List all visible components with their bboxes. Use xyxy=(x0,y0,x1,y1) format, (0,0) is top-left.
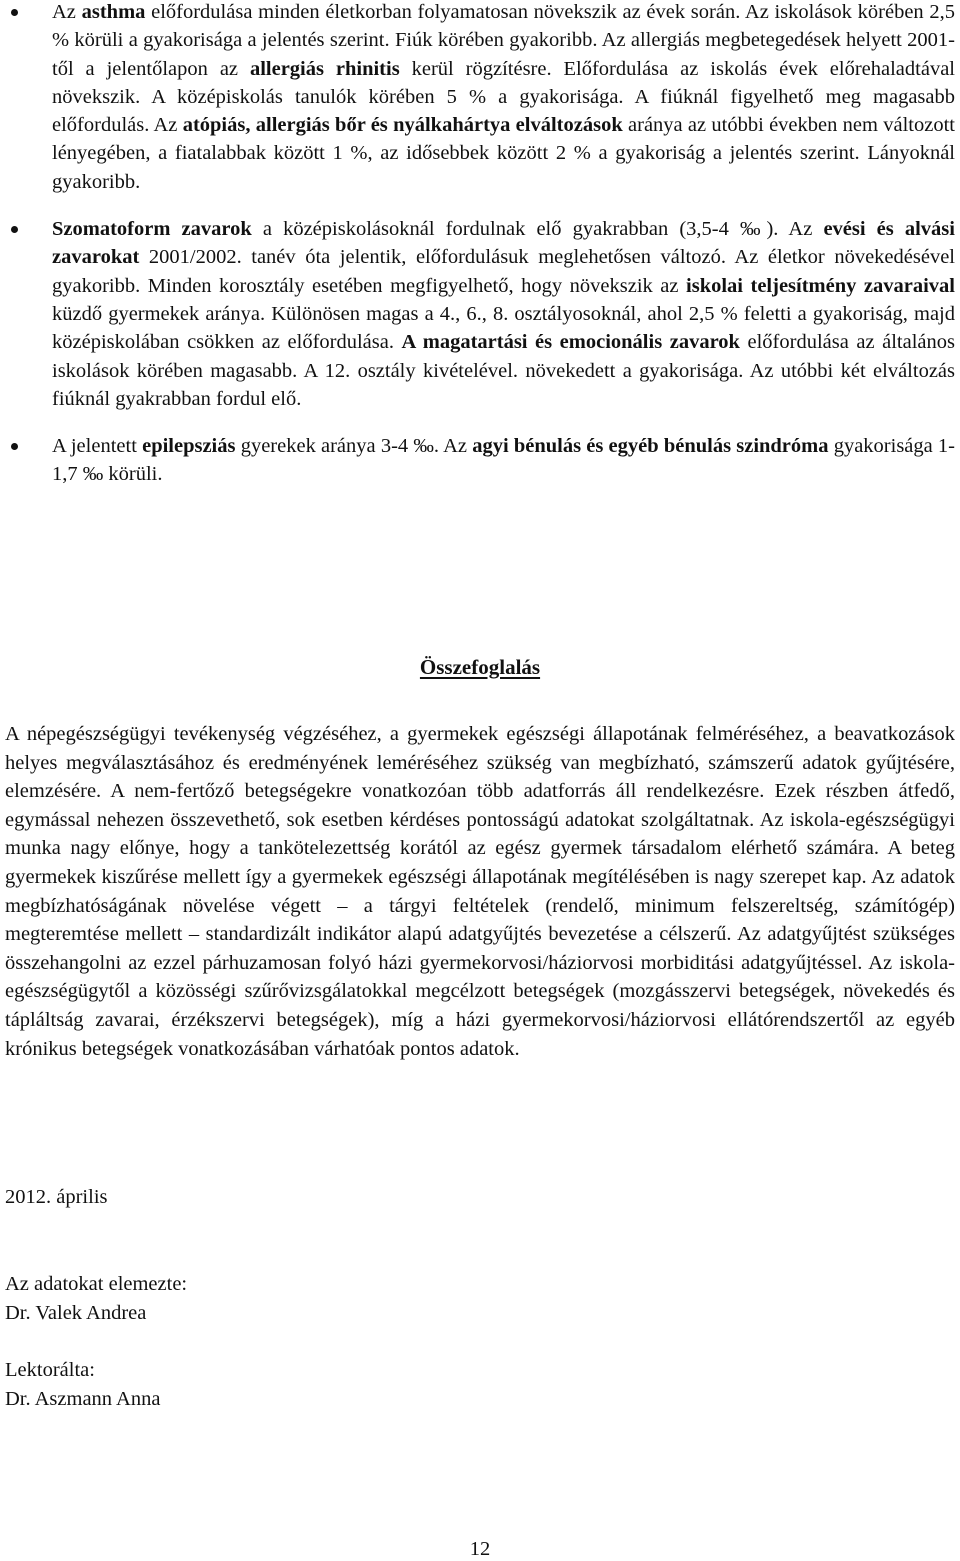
bold-term: atópiás, allergiás bőr és nyálkahártya elváltozások xyxy=(182,114,623,137)
bold-term: epilepsziás xyxy=(142,435,236,458)
list-item-epilepsy xyxy=(0,432,960,489)
text: küzdő gyermekek aránya. Különösen magas a 4., 6., 8. osztályosoknál, ahol 2,5 % feletti a gyakoriság, majd középiskolában csökken az előfordulása. xyxy=(52,302,955,354)
text: A jelentett xyxy=(52,435,143,458)
bold-term: asthma xyxy=(81,1,146,23)
reviewed-by-label: Lektorálta: xyxy=(5,1359,95,1381)
bold-term: allergiás rhinitis xyxy=(249,57,400,80)
text: aránya az utóbbi években nem változott lényegében, a fiatalabbak között 1 %, az idősebbek között 2 % a gyakoriság a jelentés szerint. Lányoknál gyakoribb. xyxy=(52,114,955,193)
bullet-list xyxy=(0,0,960,489)
bold-term: evési és alvási zavarokat xyxy=(52,218,955,269)
text: előfordulása minden életkorban folyamatosan növekszik az évek során. Az iskolások körében 2,5 % körüli a gyakorisága a jelentés szerint. Fiúk körében gyakoribb. Az allergiás megbetegedések helyett 2001-től a jelentőlapon az xyxy=(52,1,955,80)
analyzed-by-label: Az adatokat elemezte: xyxy=(5,1273,188,1295)
bullet-icon xyxy=(11,226,18,233)
bold-term: Szomatoform zavarok xyxy=(52,218,252,241)
bold-term: A magatartási és emocionális zavarok xyxy=(401,331,740,354)
text: 2001/2002. tanév óta jelentik, előfordulásuk meglehetősen változó. Az életkor növekedésével gyakoribb. Minden korosztály esetében megfigyelhető, hogy növekszik az xyxy=(52,246,955,297)
text: Az xyxy=(52,1,82,23)
text: a középiskolásoknál fordulnak elő gyakrabban (3,5-4 ‰). Az xyxy=(251,218,824,241)
bold-term: iskolai teljesítmény zavaraival xyxy=(686,274,955,297)
analyzed-by-name: Dr. Valek Andrea xyxy=(5,1302,147,1324)
page-number: 12 xyxy=(469,1538,491,1560)
date: 2012. április xyxy=(5,1186,108,1208)
text: kerül rögzítésre. Előfordulása az iskolás évek előrehaladtával növekszik. A középiskolás tanulók körében 5 % a gyakorisága. A fiúknál figyelhető meg magasabb előfordulás. Az xyxy=(52,57,955,137)
bold-term: agyi bénulás és egyéb bénulás szindróma xyxy=(472,435,829,458)
summary-paragraph: A népegészségügyi tevékenység végzéséhez, a gyermekek egészségi állapotának felméréséhez, a beavatkozások helyes megválasztásához és eredményének leméréséhez szükség van megbízható, számszerű adatok gyűjtésére, elemzésére. A nem-fertőző betegségekre vonatkozóan több adatforrás áll rendelkezésre. Ezek részben átfedő, egymással nehezen összevethető, sok esetben kérdéses pontosságú adatokat szolgáltatnak. Az iskola-egészségügyi munka nagy előnye, hogy a tankötelezettség korától az egész gyermek társadalom elérhető számára. A beteg gyermekek kiszűrése mellett így a gyermekek egészségi állapotának megítélésében is nagy szerepet kap. Az adatok megbízhatóságának növelése végett – a tárgyi feltételek (rendelő, minimum felszereltség, számítógép) megteremtése mellett – standardizált indikátor alapú adatgyűjtés bevezetése a célszerű. Az adatgyűjtést szükséges összehangolni az ezzel párhuzamosan folyó házi gyermekorvosi/háziorvosi morbiditási adatgyűjtéssel. Az iskola-egészségügytől a közösségi szűrővizsgálatokkal megcélzott betegségek (mozgásszervi betegségek, növekedés és tápláltság zavarai, érzékszervi betegségek), míg a házi gyermekorvosi/háziorvosi ellátórendszertől az egyéb krónikus betegségek vonatkozásában várhatóak pontos adatok. xyxy=(5,723,955,1060)
bullet-icon xyxy=(11,9,18,16)
text: előfordulása az általános iskolások körében magasabb. A 12. osztály kivételével. növekedett a gyakorisága. Az utóbbi két elváltozás fiúknál gyakrabban fordul elő. xyxy=(52,331,955,410)
text: gyakorisága 1-1,7 ‰ körüli. xyxy=(52,435,956,486)
list-item-asthma xyxy=(0,0,960,196)
text: gyerekek aránya 3-4 ‰. Az xyxy=(235,435,473,458)
list-item-somatoform xyxy=(0,215,960,413)
section-heading: Összefoglalás xyxy=(419,655,541,679)
reviewed-by-name: Dr. Aszmann Anna xyxy=(5,1388,161,1410)
bullet-icon xyxy=(11,443,18,450)
